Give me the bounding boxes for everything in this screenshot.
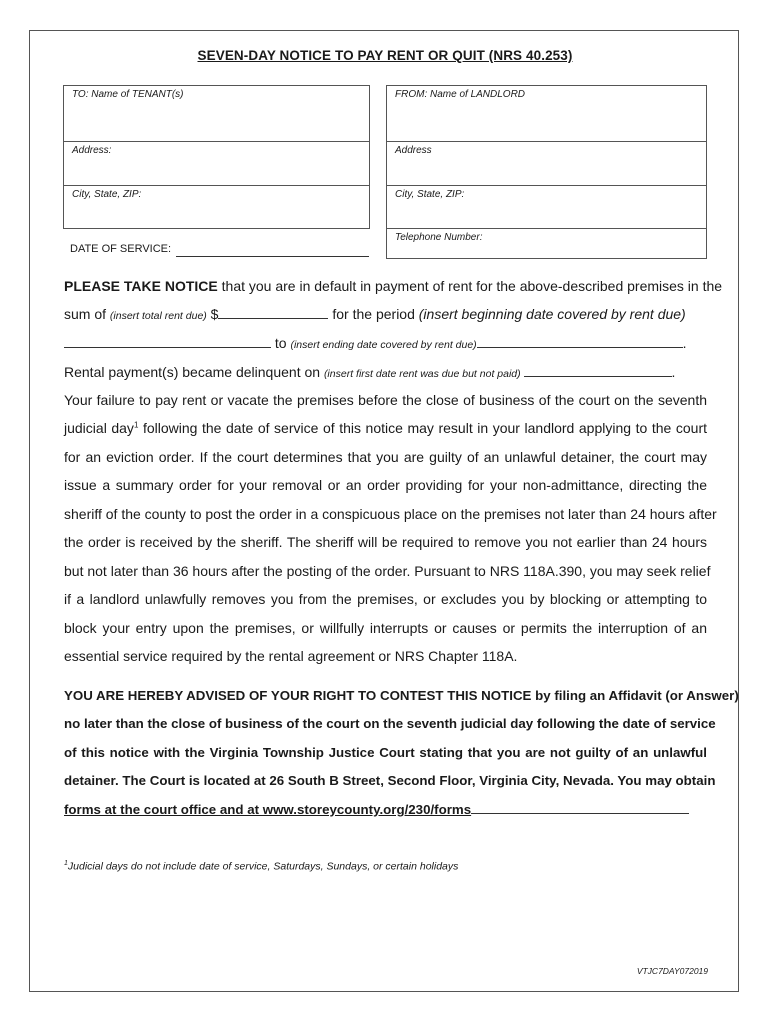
landlord-name-field[interactable] — [386, 85, 707, 142]
landlord-name-label: FROM: Name of LANDLORD — [395, 89, 526, 100]
paragraph-line: the order is received by the sheriff. The sheriff will be required to remove you not earlier than 24 hours — [64, 534, 707, 550]
period-end-dot: . — [682, 335, 687, 351]
delinquent-line — [64, 364, 675, 380]
advised-trailing-line — [471, 803, 689, 814]
advised-line: of this notice with the Virginia Township Justice Court stating that you are not guilty of an unlawful — [64, 745, 707, 760]
tenant-city-label: City, State, ZIP: — [72, 189, 142, 200]
landlord-phone-field[interactable] — [386, 228, 707, 259]
footnote — [64, 860, 458, 873]
delinquent-end-dot: . — [671, 364, 676, 380]
period-hint: (insert beginning date covered by rent due) — [418, 306, 686, 322]
paragraph-line: block your entry upon the premises, or willfully interrupts or causes or permits the interruption of an — [64, 620, 707, 636]
period-line — [64, 335, 687, 351]
dollar-sign: $ — [206, 306, 219, 322]
forms-link[interactable]: forms at the court office and at www.storeycounty.org/230/forms — [64, 802, 472, 817]
sum-hint: (insert total rent due) — [109, 310, 207, 322]
footnote-mark: 1 — [133, 420, 139, 430]
landlord-city-label: City, State, ZIP: — [395, 189, 465, 200]
advised-line: YOU ARE HEREBY ADVISED OF YOUR RIGHT TO CONTEST THIS NOTICE by filing an Affidavit (or Answer) — [64, 688, 739, 703]
date-of-service-field[interactable] — [176, 256, 369, 257]
period-start-field[interactable] — [64, 335, 271, 348]
tenant-address-field[interactable] — [63, 141, 370, 186]
to-text: to — [271, 335, 291, 351]
delinquent-date-field[interactable] — [524, 364, 672, 377]
paragraph-line: issue a summary order for your removal or an order providing for your non-admittance, directing the — [64, 477, 707, 493]
notice-lead-text: that you are in default in payment of rent for the above-described premises in the — [217, 278, 723, 294]
tenant-name-label: TO: Name of TENANT(s) — [72, 89, 184, 100]
landlord-address-label: Address — [395, 145, 432, 156]
advised-last-line — [64, 802, 707, 817]
delinquent-text: Rental payment(s) became delinquent on — [64, 364, 324, 380]
landlord-address-field[interactable] — [386, 141, 707, 186]
paragraph-line: for an eviction order. If the court determines that you are guilty of an unlawful detainer, the court may — [64, 449, 707, 465]
to-hint: (insert ending date covered by rent due) — [290, 339, 477, 351]
paragraph-line: essential service required by the rental agreement or NRS Chapter 118A. — [64, 648, 518, 664]
period-text: for the period — [328, 306, 419, 322]
judicial-day-text: judicial day — [64, 420, 134, 436]
sum-line — [64, 306, 686, 322]
landlord-phone-label: Telephone Number: — [395, 232, 483, 243]
total-rent-field[interactable] — [218, 306, 328, 319]
period-end-field[interactable] — [477, 335, 683, 348]
tenant-name-field[interactable] — [63, 85, 370, 142]
paragraph-line-text: following the date of service of this notice may result in your landlord applying to the court — [142, 420, 707, 436]
form-code: VTJC7DAY072019 — [636, 966, 708, 976]
date-of-service-label: DATE OF SERVICE: — [70, 243, 172, 255]
paragraph-line: Your failure to pay rent or vacate the premises before the close of business of the court on the seventh — [64, 392, 707, 408]
paragraph-line: if a landlord unlawfully removes you from the premises, or excludes you by blocking or attempting to — [64, 591, 707, 607]
advised-line: no later than the close of business of the court on the seventh judicial day following the date of service — [64, 716, 716, 731]
paragraph-line: but not later than 36 hours after the posting of the order. Pursuant to NRS 118A.390, you may seek relief — [64, 563, 711, 579]
footnote-number: 1 — [64, 860, 68, 867]
footnote-text: Judicial days do not include date of service, Saturdays, Sundays, or certain holidays — [67, 860, 459, 873]
paragraph-line — [64, 420, 707, 436]
delinquent-hint: (insert first date rent was due but not paid) — [323, 368, 524, 380]
advised-line: detainer. The Court is located at 26 South B Street, Second Floor, Virginia City, Nevada. You may obtain — [64, 773, 716, 788]
notice-lead-line — [64, 278, 722, 294]
please-take-notice: PLEASE TAKE NOTICE — [64, 278, 218, 294]
paragraph-line: sheriff of the county to post the order in a conspicuous place on the premises not later than 24 hours after — [64, 506, 717, 522]
tenant-address-label: Address: — [72, 145, 112, 156]
tenant-city-field[interactable] — [63, 185, 370, 229]
sum-text: sum of — [64, 306, 110, 322]
page-title: SEVEN-DAY NOTICE TO PAY RENT OR QUIT (NRS 40.253) — [197, 48, 573, 63]
landlord-city-field[interactable] — [386, 185, 707, 229]
